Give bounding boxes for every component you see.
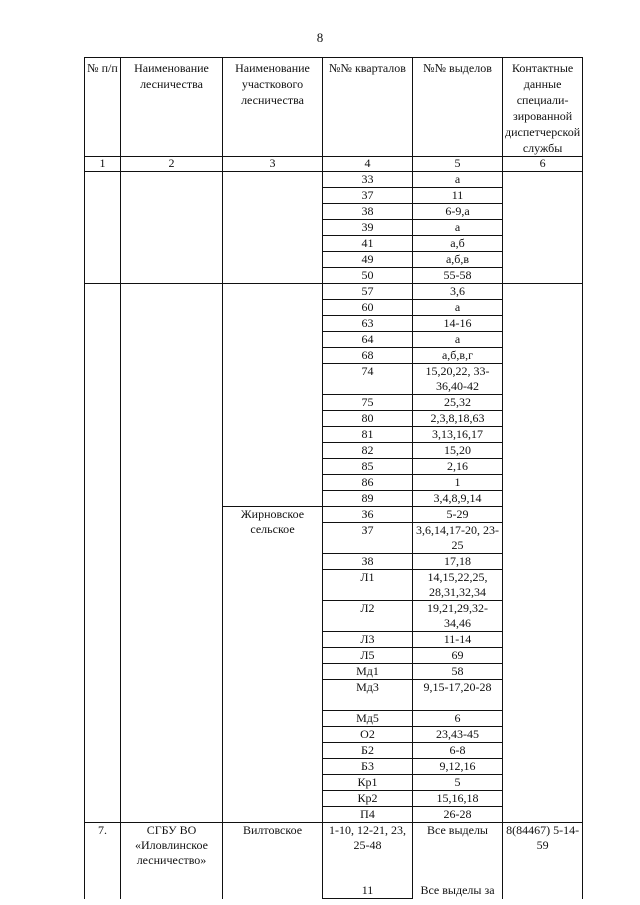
quarter-cell: 86 [323,475,413,491]
forestry-cell [121,172,223,284]
contact-cell [503,172,583,284]
plots-cell: 55-58 [413,268,503,284]
plots-cell: 14,15,22,25, 28,31,32,34 [413,570,503,601]
quarter-cell: 81 [323,427,413,443]
plots-cell: 25,32 [413,395,503,411]
forestry-cell: СГБУ ВО «Иловлинское лесничество» [121,823,223,899]
header-forestry: Наименование лесничества [121,58,223,157]
quarter-cell: 85 [323,459,413,475]
plots-cell: 15,16,18 [413,791,503,807]
plots-cell: а [413,172,503,188]
district-cell [223,284,323,507]
quarter-cell: З8 [323,554,413,570]
plots-cell: 5-29 [413,507,503,523]
quarter-cell: О2 [323,727,413,743]
quarter-cell: П4 [323,807,413,823]
contact-cell [503,284,583,823]
plots-cell: 17,18 [413,554,503,570]
plots-cell: а [413,220,503,236]
quarter-cell: 11 [323,883,413,899]
district-cell [223,172,323,284]
quarter-cell: 38 [323,204,413,220]
forestry-cell [121,284,223,823]
plots-cell: 15,20,22, 33-36,40-42 [413,364,503,395]
table-row [85,172,583,188]
col-num: 1 [85,157,121,172]
plots-cell: 58 [413,664,503,680]
col-num: 5 [413,157,503,172]
quarter-cell: 64 [323,332,413,348]
forestry-table [84,57,583,899]
quarter-cell: Л1 [323,570,413,601]
col-num: 3 [223,157,323,172]
plots-cell: 5 [413,775,503,791]
plots-cell: 3,4,8,9,14 [413,491,503,507]
plots-cell: а,б,в,г [413,348,503,364]
quarter-cell: 33 [323,172,413,188]
quarter-cell: 74 [323,364,413,395]
quarter-cell: 1-10, 12-21, 23, 25-48 [323,823,413,884]
col-num: 6 [503,157,583,172]
plots-cell: 14-16 [413,316,503,332]
plots-cell: 11-14 [413,632,503,648]
table-header-row [85,58,583,157]
number-cell [85,172,121,284]
quarter-cell: 82 [323,443,413,459]
quarter-cell: Кр1 [323,775,413,791]
column-number-row [85,157,583,172]
quarter-cell: Л2 [323,601,413,632]
quarter-cell: 50 [323,268,413,284]
plots-cell: Все выделы за [413,883,503,899]
plots-cell: а [413,332,503,348]
plots-cell: 19,21,29,32- 34,46 [413,601,503,632]
plots-cell: а [413,300,503,316]
plots-cell: 9,15-17,20-28 [413,680,503,711]
quarter-cell: 57 [323,284,413,300]
quarter-cell: 68 [323,348,413,364]
plots-cell: Все выделы [413,823,503,884]
quarter-cell: Мд3 [323,680,413,711]
plots-cell: 2,3,8,18,63 [413,411,503,427]
table-row [85,284,583,300]
plots-cell: 3,6,14,17-20, 23-25 [413,523,503,554]
plots-cell: 11 [413,188,503,204]
quarter-cell: Кр2 [323,791,413,807]
plots-cell: 2,16 [413,459,503,475]
quarter-cell: Л3 [323,632,413,648]
plots-cell: а,б,в [413,252,503,268]
quarter-cell: 63 [323,316,413,332]
header-number: № п/п [85,58,121,157]
quarter-cell: Б3 [323,759,413,775]
quarter-cell: 75 [323,395,413,411]
quarter-cell: 80 [323,411,413,427]
quarter-cell: 37 [323,188,413,204]
plots-cell: 3,6 [413,284,503,300]
quarter-cell: Мд5 [323,711,413,727]
quarter-cell: 89 [323,491,413,507]
plots-cell: 23,43-45 [413,727,503,743]
quarter-cell: Б2 [323,743,413,759]
quarter-cell: 49 [323,252,413,268]
plots-cell: а,б [413,236,503,252]
plots-cell: 6-8 [413,743,503,759]
quarter-cell: З6 [323,507,413,523]
plots-cell: 26-28 [413,807,503,823]
header-plots: №№ выделов [413,58,503,157]
quarter-cell: З7 [323,523,413,554]
quarter-cell: 39 [323,220,413,236]
table-row [85,823,583,884]
plots-cell: 15,20 [413,443,503,459]
district-cell-zhirnovskoe: Жирновское сельское [223,507,323,823]
header-quarters: №№ кварталов [323,58,413,157]
plots-cell: 6-9,а [413,204,503,220]
district-cell: Вилтовское [223,823,323,899]
number-cell: 7. [85,823,121,899]
contact-cell: 8(84467) 5-14-59 [503,823,583,899]
quarter-cell: 41 [323,236,413,252]
quarter-cell: 60 [323,300,413,316]
number-cell [85,284,121,823]
page-number: 8 [316,30,324,45]
plots-cell: 1 [413,475,503,491]
plots-cell: 6 [413,711,503,727]
quarter-cell: Л5 [323,648,413,664]
col-num: 4 [323,157,413,172]
plots-cell: 3,13,16,17 [413,427,503,443]
header-contacts: Контактные данные специали-зированной диспетчерской службы [503,58,583,157]
col-num: 2 [121,157,223,172]
quarter-cell: Мд1 [323,664,413,680]
plots-cell: 9,12,16 [413,759,503,775]
header-district: Наименование участкового лесничества [223,58,323,157]
plots-cell: 69 [413,648,503,664]
